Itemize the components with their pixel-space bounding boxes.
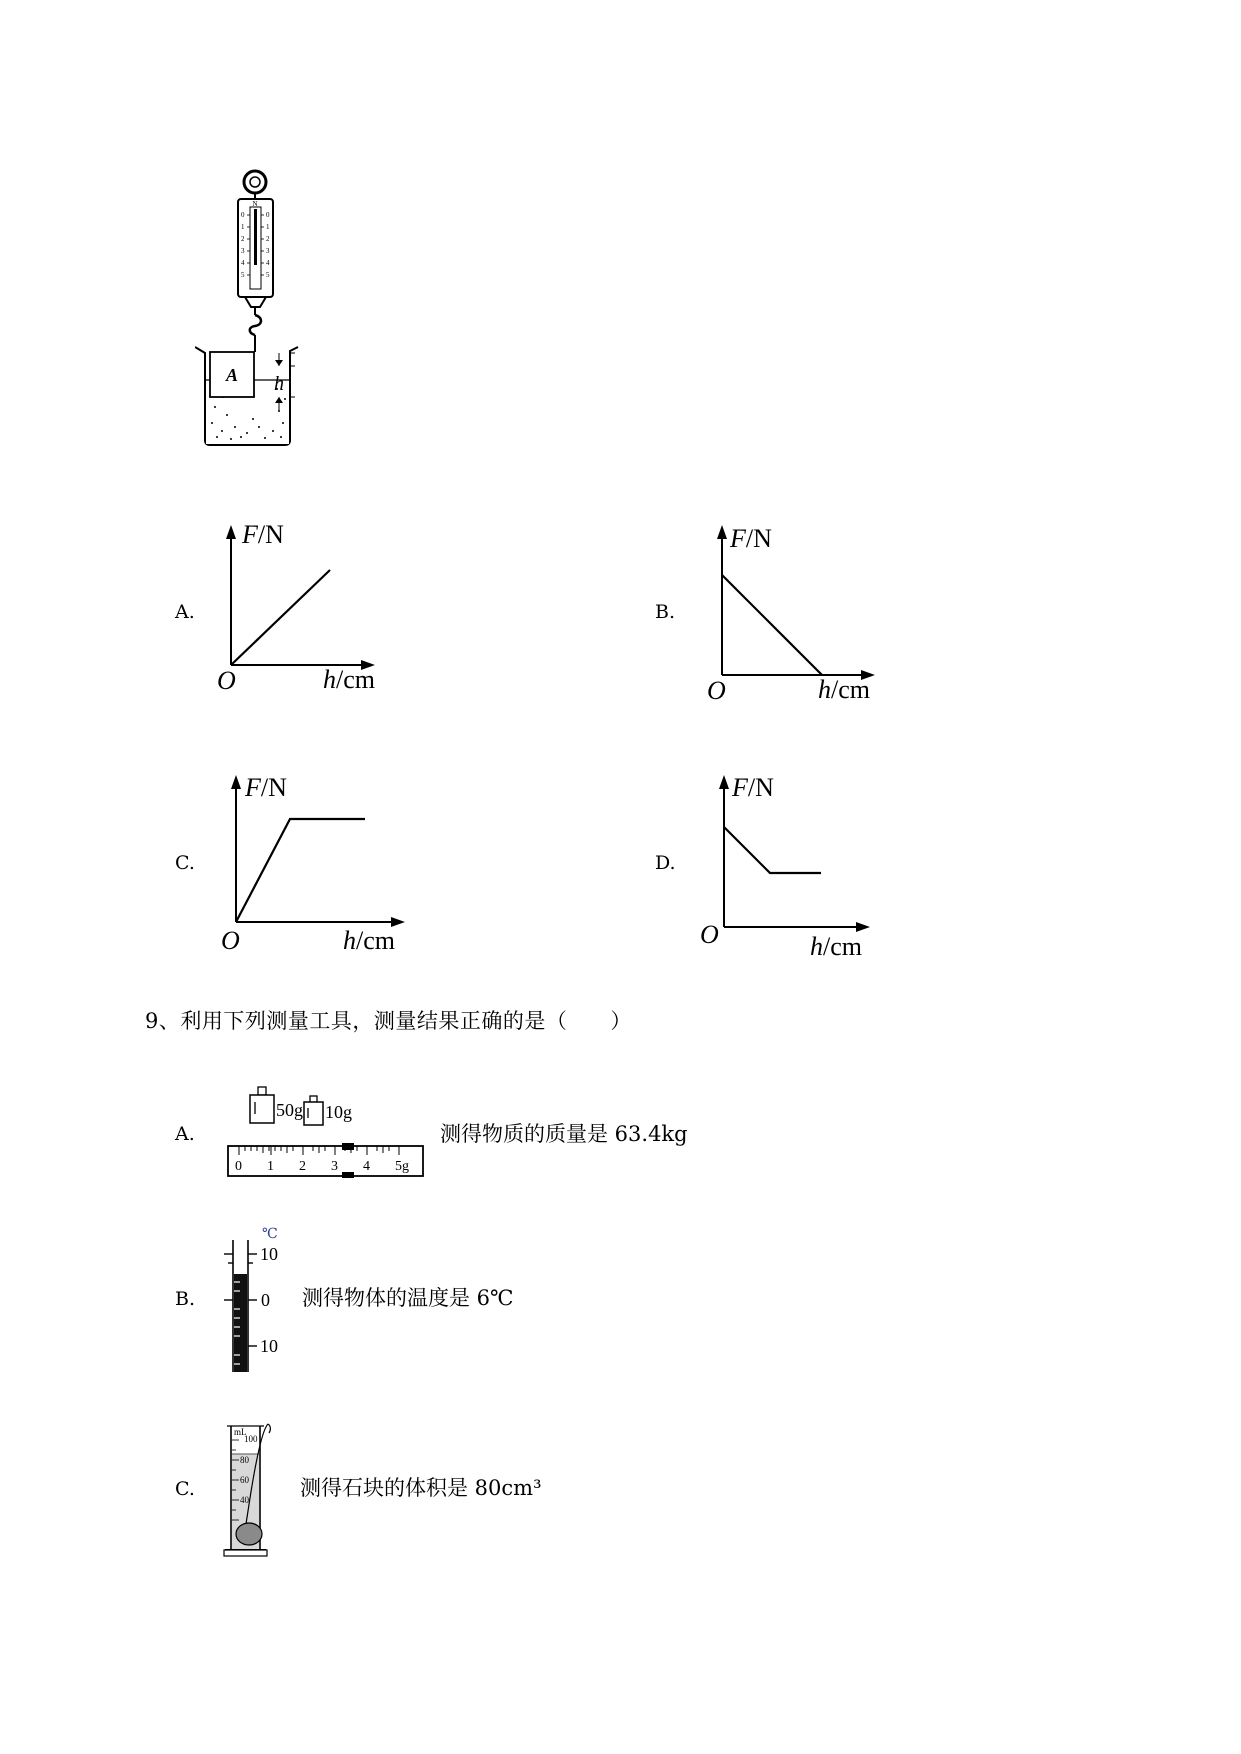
svg-text:10g: 10g bbox=[325, 1102, 352, 1122]
svg-text:h/cm bbox=[323, 665, 375, 694]
y-axis-var: F bbox=[242, 520, 258, 549]
svg-text:1: 1 bbox=[241, 223, 245, 231]
svg-text:100: 100 bbox=[244, 1434, 258, 1444]
depth-label: h bbox=[274, 373, 284, 395]
graph-option-a[interactable] bbox=[205, 515, 385, 695]
svg-text:F/N bbox=[241, 520, 284, 549]
svg-text:3: 3 bbox=[241, 247, 245, 255]
y-axis-var: F bbox=[730, 524, 746, 553]
svg-text:2: 2 bbox=[241, 235, 245, 243]
svg-text:0: 0 bbox=[266, 211, 270, 219]
svg-text:0: 0 bbox=[261, 1290, 270, 1310]
scale-unit: N bbox=[252, 200, 258, 208]
svg-text:5: 5 bbox=[266, 271, 270, 279]
svg-text:h/cm bbox=[343, 926, 395, 955]
origin-label: O bbox=[700, 920, 719, 949]
y-axis-var: F bbox=[245, 773, 261, 802]
graph-option-a-label[interactable]: A. bbox=[175, 601, 195, 623]
origin-label: O bbox=[221, 926, 240, 955]
y-axis-unit: /N bbox=[257, 520, 284, 549]
svg-text:h/cm bbox=[810, 932, 862, 961]
graph-option-c[interactable] bbox=[215, 765, 415, 960]
svg-text:5: 5 bbox=[241, 271, 245, 279]
svg-text:50g: 50g bbox=[276, 1100, 303, 1120]
q9-option-a-text: 测得物质的质量是 63.4kg bbox=[440, 1122, 688, 1146]
y-axis-var: F bbox=[732, 773, 748, 802]
svg-text:F/N bbox=[729, 524, 772, 553]
svg-text:4: 4 bbox=[363, 1159, 370, 1174]
graph-option-d[interactable] bbox=[700, 765, 900, 963]
graph-option-c-label[interactable]: C. bbox=[175, 852, 195, 874]
svg-text:60: 60 bbox=[240, 1475, 249, 1485]
question-9-text: 9、利用下列测量工具，测量结果正确的是（ ） bbox=[145, 1009, 632, 1033]
weight-50g bbox=[250, 1087, 303, 1123]
svg-text:0: 0 bbox=[241, 211, 245, 219]
svg-text:F/N bbox=[244, 773, 287, 802]
rock bbox=[236, 1523, 262, 1545]
svg-text:h/cm bbox=[818, 675, 870, 704]
origin-label: O bbox=[217, 666, 236, 695]
liquid-column bbox=[234, 1274, 247, 1372]
x-axis-unit: /cm bbox=[823, 932, 862, 961]
svg-text:5g: 5g bbox=[395, 1159, 409, 1174]
graph-line bbox=[231, 570, 330, 665]
svg-text:3: 3 bbox=[266, 247, 270, 255]
svg-text:2: 2 bbox=[299, 1159, 306, 1174]
x-axis-var: h bbox=[818, 675, 831, 704]
svg-text:2: 2 bbox=[266, 235, 270, 243]
svg-text:10: 10 bbox=[260, 1244, 278, 1264]
q9-option-a-label[interactable]: A. bbox=[175, 1123, 195, 1145]
graph-option-b-label[interactable]: B. bbox=[655, 601, 676, 623]
q9-option-c-label[interactable]: C. bbox=[175, 1478, 195, 1500]
y-axis-unit: /N bbox=[747, 773, 774, 802]
balance-weights-ruler bbox=[225, 1082, 425, 1182]
svg-text:1: 1 bbox=[267, 1159, 274, 1174]
x-axis-var: h bbox=[323, 665, 336, 694]
weight-10g bbox=[304, 1096, 352, 1125]
q9-option-c-text: 测得石块的体积是 80cm³ bbox=[300, 1476, 542, 1500]
q9-option-b-label[interactable]: B. bbox=[175, 1288, 196, 1310]
svg-text:4: 4 bbox=[241, 259, 245, 267]
rider bbox=[342, 1143, 354, 1150]
svg-text:1: 1 bbox=[266, 223, 270, 231]
x-axis-unit: /cm bbox=[831, 675, 870, 704]
svg-text:0: 0 bbox=[235, 1159, 242, 1174]
svg-text:4: 4 bbox=[266, 259, 270, 267]
graph-line bbox=[722, 575, 822, 675]
svg-text:40: 40 bbox=[240, 1495, 249, 1505]
spring-scale-diagram bbox=[195, 165, 345, 450]
graph-line bbox=[724, 827, 821, 873]
thermometer-labels bbox=[260, 1244, 278, 1356]
x-axis-unit: /cm bbox=[336, 665, 375, 694]
graduated-cylinder bbox=[222, 1420, 287, 1560]
graph-line bbox=[236, 819, 365, 922]
svg-text:80: 80 bbox=[240, 1455, 249, 1465]
x-axis-unit: /cm bbox=[356, 926, 395, 955]
thermometer-unit: ℃ bbox=[262, 1227, 278, 1242]
svg-text:F/N bbox=[731, 773, 774, 802]
svg-text:3: 3 bbox=[331, 1159, 338, 1174]
svg-text:mL: mL bbox=[234, 1427, 247, 1437]
origin-label: O bbox=[707, 676, 726, 705]
x-axis-var: h bbox=[810, 932, 823, 961]
q9-option-b-text: 测得物体的温度是 6℃ bbox=[302, 1286, 514, 1310]
svg-text:10: 10 bbox=[260, 1336, 278, 1356]
graph-option-d-label[interactable]: D. bbox=[655, 852, 676, 874]
x-axis-var: h bbox=[343, 926, 356, 955]
graph-option-b[interactable] bbox=[700, 515, 890, 705]
y-axis-unit: /N bbox=[260, 773, 287, 802]
thermometer bbox=[220, 1222, 300, 1377]
y-axis-unit: /N bbox=[745, 524, 772, 553]
block-label: A bbox=[225, 365, 239, 385]
